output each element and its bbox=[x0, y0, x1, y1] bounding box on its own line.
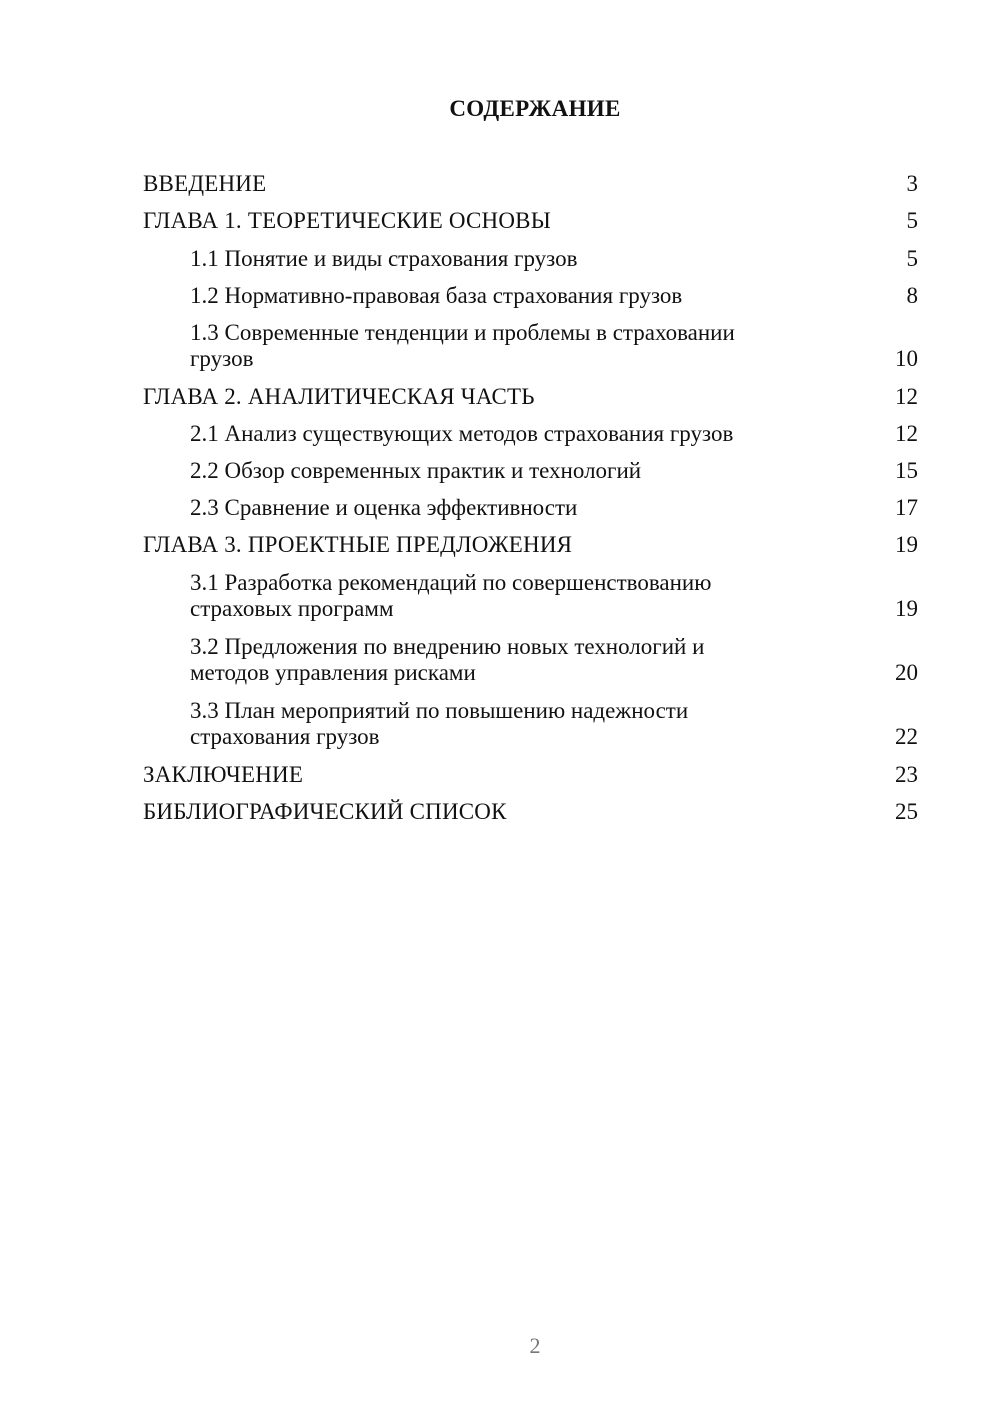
toc-entry-title: ГЛАВА 1. ТЕОРЕТИЧЕСКИЕ ОСНОВЫ bbox=[143, 208, 551, 233]
toc-entry-title: 1.3 Современные тенденции и проблемы в страховании грузов bbox=[190, 320, 735, 371]
page-title: СОДЕРЖАНИЕ bbox=[449, 96, 621, 121]
toc-entry-title: 3.1 Разработка рекомендаций по совершенствованию страховых программ bbox=[190, 570, 712, 621]
toc-entry-section-2-3[interactable] bbox=[190, 495, 918, 521]
toc-entry-introduction[interactable] bbox=[143, 171, 918, 197]
toc-entry-title: ВВЕДЕНИЕ bbox=[143, 171, 267, 196]
toc-entry-section-1-2[interactable] bbox=[190, 283, 918, 309]
toc-entry-title: 3.3 План мероприятий по повышению надежности страхования грузов bbox=[190, 698, 689, 749]
toc-entry-title: 3.2 Предложения по внедрению новых технологий и методов управления рисками bbox=[190, 634, 705, 685]
toc-entry-chapter-3[interactable] bbox=[143, 532, 918, 558]
toc-entry-page: 23 bbox=[895, 762, 918, 787]
toc-entry-page: 10 bbox=[895, 346, 918, 371]
toc-entry-page: 20 bbox=[895, 660, 918, 685]
toc-entry-title: ЗАКЛЮЧЕНИЕ bbox=[143, 762, 304, 787]
toc-entry-page: 17 bbox=[895, 495, 918, 520]
toc-entry-page: 12 bbox=[895, 384, 918, 409]
toc-entry-title: 1.2 Нормативно-правовая база страхования грузов bbox=[190, 283, 683, 308]
toc-entry-section-1-3[interactable] bbox=[190, 320, 918, 372]
toc-entry-section-2-2[interactable] bbox=[190, 458, 918, 484]
toc-entry-page: 19 bbox=[895, 532, 918, 557]
toc-entry-title: ГЛАВА 3. ПРОЕКТНЫЕ ПРЕДЛОЖЕНИЯ bbox=[143, 532, 573, 557]
toc-entry-page: 12 bbox=[895, 421, 918, 446]
toc-entry-page: 25 bbox=[895, 799, 918, 824]
toc-entry-section-1-1[interactable] bbox=[190, 246, 918, 272]
toc-entry-section-3-2[interactable] bbox=[190, 634, 918, 686]
toc-entry-page: 19 bbox=[895, 596, 918, 621]
toc-entry-conclusion[interactable] bbox=[143, 762, 918, 788]
toc-entry-page: 8 bbox=[906, 283, 918, 308]
toc-entry-title: 2.1 Анализ существующих методов страхования грузов bbox=[190, 421, 734, 446]
toc-entry-page: 5 bbox=[906, 246, 918, 271]
toc-entry-chapter-1[interactable] bbox=[143, 208, 918, 234]
toc-entry-page: 22 bbox=[895, 724, 918, 749]
toc-entry-page: 15 bbox=[895, 458, 918, 483]
toc-entry-title: БИБЛИОГРАФИЧЕСКИЙ СПИСОК bbox=[143, 799, 507, 824]
toc-entry-bibliography[interactable] bbox=[143, 799, 918, 825]
toc-entry-title: ГЛАВА 2. АНАЛИТИЧЕСКАЯ ЧАСТЬ bbox=[143, 384, 535, 409]
toc-entry-section-3-1[interactable] bbox=[190, 570, 918, 622]
toc-entry-section-2-1[interactable] bbox=[190, 421, 918, 447]
toc-entry-title: 2.3 Сравнение и оценка эффективности bbox=[190, 495, 578, 520]
toc-entry-page: 5 bbox=[906, 208, 918, 233]
toc-entry-section-3-3[interactable] bbox=[190, 698, 918, 750]
toc-entry-title: 1.1 Понятие и виды страхования грузов bbox=[190, 246, 578, 271]
toc-entry-chapter-2[interactable] bbox=[143, 384, 918, 410]
toc-entry-page: 3 bbox=[906, 171, 918, 196]
toc-entry-title: 2.2 Обзор современных практик и технологий bbox=[190, 458, 642, 483]
page-number: 2 bbox=[529, 1333, 541, 1358]
